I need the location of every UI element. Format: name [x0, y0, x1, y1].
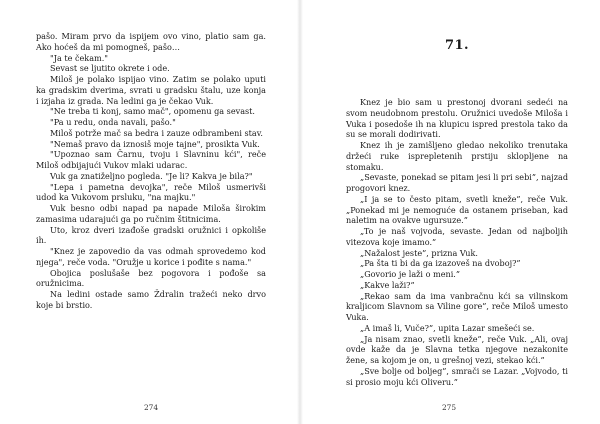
paragraph: „Kakve laži?” [360, 279, 415, 290]
paragraph: Miloš potrže mač sa bedra i zauze odbrambeni stav. [50, 127, 263, 138]
paragraph: Sevast se ljutito okrete i ode. [50, 63, 170, 74]
paragraph: "Pa u redu, onda navali, pašo." [50, 117, 176, 127]
paragraph: Uto, kroz dveri izađoše gradski oružnici i opkoliše ih. [36, 224, 266, 246]
right-page-text [346, 97, 568, 387]
page-number: 274 [143, 403, 159, 412]
paragraph: "Knez je zapovedio da vas odmah sprovedemo kod njega", reče voda. "Oružje u korice i pođite s nama." [36, 246, 266, 267]
paragraph: „Sve bolje od boljeg”, smrači se Lazar. „Vojvodo, ti si prosio moju kći Oliveru.” [346, 365, 568, 387]
paragraph: "Ne treba ti konj, samo mač", opomenu ga sevast. [50, 106, 256, 117]
paragraph: „Sevaste, ponekad se pitam jesi li pri sebi”, najzad progovori knez. [346, 172, 568, 193]
book-gutter [297, 0, 303, 424]
paragraph: "Lepa i pametna devojka", reče Miloš usmerivši udod ka Vukovom prsluku, "na majku." [36, 181, 266, 203]
paragraph: „A imaš li, Vuče?”, upita Lazar smešeći se. [360, 322, 535, 333]
paragraph: Obojica poslušaše bez pogovora i pođoše sa oružnicima. [36, 267, 266, 289]
paragraph: Knez je bio sam u prestonoj dvorani sedeći na svom neudobnom prestolu. Oružnici uvedoše Miloša i Vuka i posedoše ih na klupicu ispred prestola tako da su se morali dodirivati. [346, 97, 568, 140]
paragraph: „Rekao sam da ima vanbračnu kći sa vilinskom kraljicom Slavnom sa Viline gore”, reče Miloš umesto Vuka. [346, 290, 568, 322]
chapter-heading: 71. [444, 38, 470, 53]
paragraph: Vuk ga znatiželjno pogleda. "Je li? Kakva je bila?" [50, 170, 253, 181]
paragraph: „To je naš vojvoda, sevaste. Jedan od najboljih vitezova koje imamo.” [346, 226, 568, 247]
paragraph: Vuk besno odbi napad pa napade Miloša širokim zamasima udarajući ga po ručnim štitnicima. [36, 203, 266, 224]
paragraph: „Pa šta ti bi da ga izazoveš na dvoboj?” [360, 258, 521, 269]
paragraph: Knez ih je zamišljeno gledao nekoliko trenutaka držeći ruke isprepletenih prstiju sklopljene na stomaku. [346, 140, 568, 172]
paragraph: Na ledini ostade samo Ždralin tražeći neko drvo koje bi brstio. [36, 289, 266, 310]
paragraph: „Govorio je laži o meni.” [360, 269, 461, 279]
paragraph: „I ja se to često pitam, svetli kneže”, reče Vuk. „Ponekad mi je nemoguće da ostanem priseban, kad naletim na ovakve ugursuze.” [346, 193, 568, 226]
right-page [300, 0, 600, 424]
paragraph: "Ja te čekam." [50, 52, 109, 63]
page-number: 275 [441, 403, 457, 412]
paragraph: "Upoznao sam Čarnu, tvoju i Slavninu kći", reče Miloš odbijajući Vukov mlaki udarac. [36, 149, 266, 170]
left-page-text [36, 31, 266, 311]
paragraph: „Ja nisam znao, svetli kneže”, reče Vuk. „Ali, ovaj ovde kaže da je Slavna tetka njegove nezakonite žene, sa kojom je on, u grešnoj vezi, stekao kći.” [346, 333, 568, 365]
paragraph: pašo. Miram prvo da ispijem ovo vino, platio sam ga. Ako hoćeš da mi pomogneš, pašo… [36, 31, 266, 52]
paragraph: "Nemaš pravo da iznosiš moje tajne", prosikta Vuk. [50, 138, 260, 149]
paragraph: Miloš je polako ispijao vino. Zatim se polako uputi ka gradskim dverima, svrati u gradsku štalu, uze konja i izjaha iz grada. Na ledini ga je čekao Vuk. [36, 74, 266, 106]
paragraph: „Nažalost jeste”, prizna Vuk. [360, 247, 478, 258]
